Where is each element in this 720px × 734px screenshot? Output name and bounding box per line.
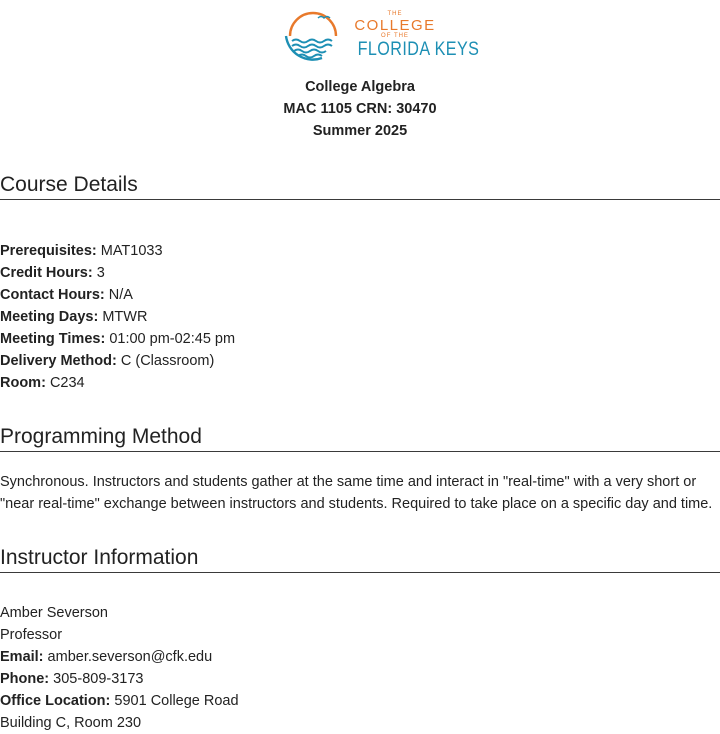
instructor-name: Amber Severson [0, 605, 108, 621]
logo-the: THE [387, 11, 403, 17]
instructor-details [0, 602, 720, 734]
field-label: Delivery Method: [0, 353, 117, 369]
meeting-days-row [0, 306, 720, 328]
phone-row [0, 668, 720, 690]
logo-of-the: OF THE [381, 33, 409, 39]
field-label: Phone: [0, 671, 50, 687]
field-label: Meeting Times: [0, 331, 106, 347]
field-value: N/A [108, 287, 133, 303]
course-details-heading: Course Details [0, 172, 720, 200]
field-label: Meeting Days: [0, 309, 99, 325]
field-label: Email: [0, 649, 44, 665]
delivery-method-row [0, 350, 720, 372]
logo-florida-keys: FLORIDA KEYS [357, 39, 480, 60]
building-line: Building C, Room 230 [0, 715, 142, 731]
field-value: 305-809-3173 [53, 671, 144, 687]
field-label: Office Location: [0, 693, 111, 709]
course-details-list [0, 240, 720, 394]
programming-method-text: Synchronous. Instructors and students gather at the same time and interact in "real-time" with a very short or "near real-time" exchange between instructors and students. Required to take place on a specific day and time. [0, 474, 713, 512]
prerequisites-row [0, 240, 720, 262]
logo-college: COLLEGE [354, 17, 436, 34]
field-value: 3 [96, 265, 105, 281]
field-label: Room: [0, 375, 46, 391]
course-code-line: MAC 1105 CRN: 30470 [283, 101, 437, 117]
field-value: C234 [49, 375, 85, 391]
field-value: 5901 College Road [114, 693, 239, 709]
field-label: Prerequisites: [0, 243, 97, 259]
instructor-information-heading: Instructor Information [0, 545, 720, 573]
field-value: C (Classroom) [120, 353, 215, 369]
course-term: Summer 2025 [312, 123, 408, 139]
instructor-title: Professor [0, 627, 63, 643]
logo-wordmark [351, 11, 480, 60]
programming-method-heading: Programming Method [0, 424, 720, 452]
field-value: 01:00 pm-02:45 pm [109, 331, 236, 347]
contact-hours-row [0, 284, 720, 306]
email-link[interactable]: amber.severson@cfk.edu [47, 649, 213, 665]
field-value: MTWR [102, 309, 148, 325]
field-value: MAT1033 [100, 243, 163, 259]
meeting-times-row [0, 328, 720, 350]
office-location-row [0, 690, 720, 712]
college-logo [282, 4, 480, 62]
field-label: Contact Hours: [0, 287, 105, 303]
room-row [0, 372, 720, 394]
email-row [0, 646, 720, 668]
credit-hours-row [0, 262, 720, 284]
course-header [0, 76, 720, 142]
sun-over-waves-icon [282, 4, 342, 62]
field-label: Credit Hours: [0, 265, 93, 281]
course-title: College Algebra [305, 79, 415, 95]
